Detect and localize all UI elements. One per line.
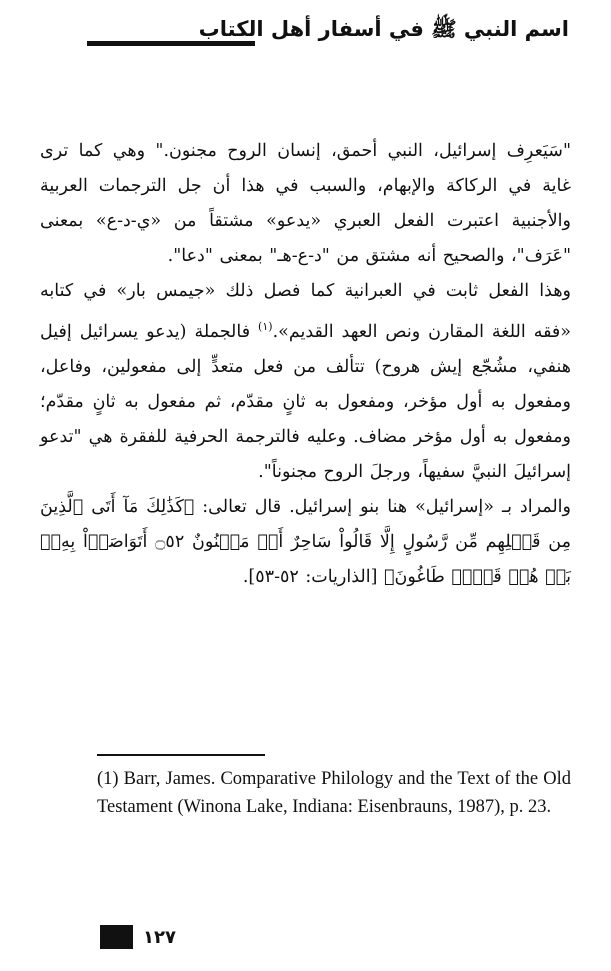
running-header-title: اسم النبي ﷺ في أسفار أهل الكتاب [198, 17, 569, 41]
page-footer [100, 925, 176, 949]
footnote: (1) Barr, James. Comparative Philology and the Text of the Old Testament (Winona Lake, Indiana: Eisenbrauns, 1987), p. 23. [97, 769, 571, 817]
paragraph: "سَيَعرِف إسرائيل، النبي أحمق، إنسان الروح مجنون." وهي كما ترى غاية في الركاكة والإبهام، والسبب في هذا أن جل الترجمات العربية والأجنبية اعتبرت الفعل العبري «يدعو» مشتقاً من «ي-د-ع» بمعنى "عَرَف"، والصحيح أنه مشتق من "د-ع-هـ" بمعنى "دعا". [40, 141, 571, 266]
paragraph: والمراد بـ «إسرائيل» هنا بنو إسرائيل. قال تعالى: ﴿كَذَٰلِكَ مَآ أَتَى ٱلَّذِينَ مِن قَبۡلِهِم مِّن رَّسُولٍ إِلَّا قَالُواْ سَاحِرٌ أَوۡ مَجۡنُونٌ ۝٥٢ أَتَوَاصَوۡاْ بِهِۦۚ بَلۡ هُمۡ قَوۡمٞ طَاغُونَ﴾ [الذاريات: ٥٢-٥٣]. [40, 496, 571, 587]
paragraph-text: وهذا الفعل ثابت في العبرانية كما فصل ذلك «جيمس بار» في كتابه «فقه اللغة المقارن ونص العهد القديم». [40, 281, 572, 342]
header-rule [87, 41, 255, 46]
footnote-rule [97, 754, 265, 756]
paragraph [40, 274, 571, 490]
paragraph-text: فالجملة (يدعو يسرائيل إفيل هنفي، مشُجّع إيش هروح) تتألف من فعل متعدٍّ إلى مفعولين، وفاعل، ومفعول به أول مؤخر، ومفعول به ثانٍ مقدّم، ثم مفعول به ثانٍ مقدّم؛ ومفعول به أول مؤخر مضاف. وعليه فالترجمة الحرفية للفقرة هي "تدعو إسرائيلَ النبيَّ سفيهاً، ورجلَ الروح مجنوناً". [40, 321, 571, 482]
page-number: ١٢٧ [143, 926, 176, 948]
body-text [40, 134, 571, 595]
footer-box [100, 925, 133, 949]
footnote-marker: (١) [258, 320, 273, 333]
